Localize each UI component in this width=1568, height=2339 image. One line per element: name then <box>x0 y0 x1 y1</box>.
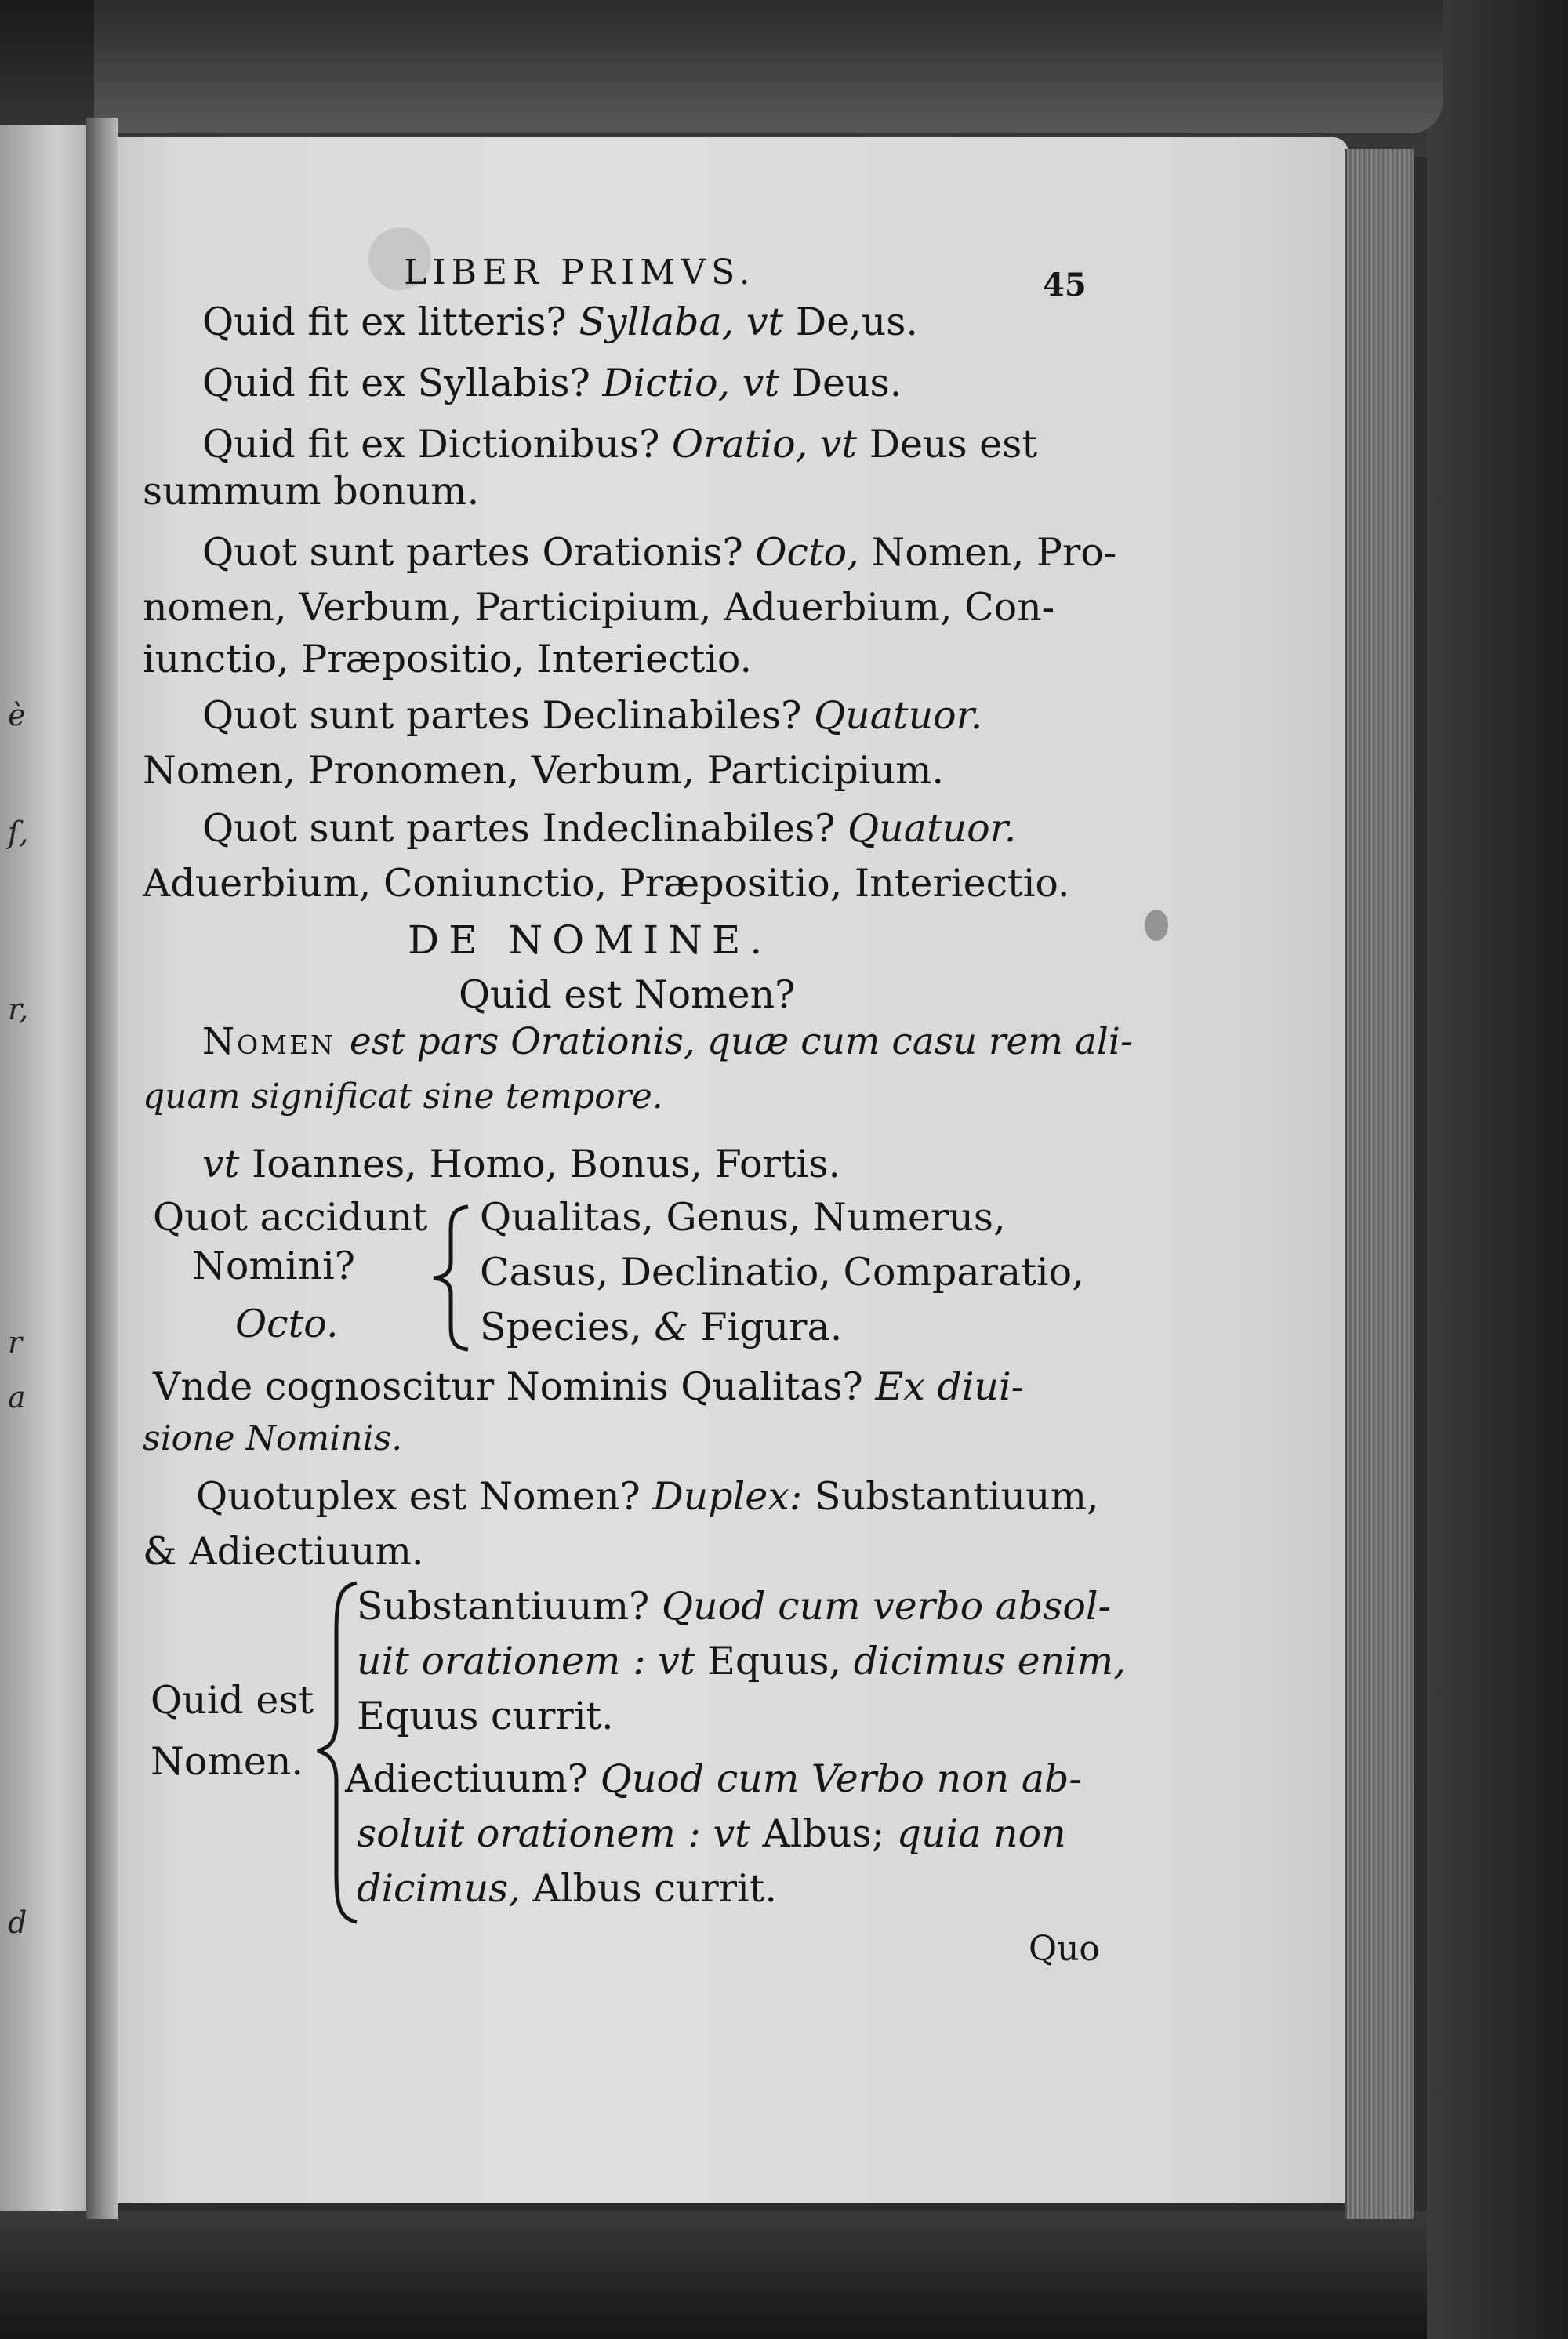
ink-spot <box>1145 910 1168 941</box>
accidents-question: Quot accidunt <box>153 1195 428 1240</box>
qualitas-line: Vnde cognoscitur Nominis Qualitas? Ex diui- <box>153 1364 1025 1409</box>
definition-line: Nomen est pars Orationis, quæ cum casu rem ali- <box>202 1020 1133 1063</box>
quid-est-label: Nomen. <box>151 1739 303 1784</box>
facing-page-glyph: r, <box>8 992 29 1026</box>
definition-line: quam significat sine tempore. <box>143 1077 663 1117</box>
substantiuum-line: uit orationem : vt Equus, dicimus enim, <box>357 1639 1126 1683</box>
page-block-edge <box>1345 149 1414 2219</box>
facing-page-glyph: d <box>8 1905 27 1940</box>
text-line: iunctio, Præpositio, Interiectio. <box>143 637 753 681</box>
section-question: Quid est Nomen? <box>459 972 796 1017</box>
background-bottom <box>0 2211 1568 2339</box>
accidents-count: Octo. <box>235 1302 339 1346</box>
facing-page-glyph: ſ, <box>8 815 29 850</box>
catchword: Quo <box>1029 1929 1100 1969</box>
qualitas-line: sione Nominis. <box>143 1418 403 1458</box>
substantiuum-line: Equus currit. <box>357 1694 614 1738</box>
accidents-list: Species, & Figura. <box>480 1305 843 1349</box>
background-right <box>1427 0 1568 2339</box>
text-line: Aduerbium, Coniunctio, Præpositio, Interiectio. <box>143 861 1070 906</box>
adiectiuum-line: soluit orationem : vt Albus; quia non <box>357 1811 1066 1856</box>
text-line: Nomen, Pronomen, Verbum, Participium. <box>143 748 945 793</box>
text-line: Quid fit ex Dictionibus? Oratio, vt Deus est <box>202 422 1038 467</box>
substantiuum-line: Substantiuum? Quod cum verbo absol- <box>357 1584 1112 1629</box>
accidents-question: Nomini? <box>192 1244 356 1288</box>
text-line: Quot sunt partes Declinabiles? Quatuor. <box>202 693 983 738</box>
running-head: LIBER PRIMVS. <box>404 252 756 292</box>
book-cover-edge <box>94 0 1443 133</box>
section-heading: DE NOMINE. <box>408 917 772 963</box>
page-number: 45 <box>1043 267 1087 303</box>
text-line: Quid fit ex Syllabis? Dictio, vt Deus. <box>202 361 902 405</box>
adiectiuum-line: dicimus, Albus currit. <box>357 1866 777 1911</box>
text-line: summum bonum. <box>143 469 480 514</box>
example-line: vt Ioannes, Homo, Bonus, Fortis. <box>202 1142 841 1186</box>
accidents-list: Casus, Declinatio, Comparatio, <box>480 1250 1084 1295</box>
facing-page-glyph: è <box>8 698 26 732</box>
text-line: Quot sunt partes Indeclinabiles? Quatuor. <box>202 806 1017 851</box>
quotuplex-line: Quotuplex est Nomen? Duplex: Substantiuum, <box>196 1474 1099 1519</box>
accidents-list: Qualitas, Genus, Numerus, <box>480 1195 1006 1240</box>
curly-brace-icon <box>427 1204 474 1353</box>
quid-est-label: Quid est <box>151 1678 314 1723</box>
page-gutter <box>86 118 118 2219</box>
adiectiuum-line: Adiectiuum? Quod cum Verbo non ab- <box>345 1756 1082 1801</box>
text-line: Quid fit ex litteris? Syllaba, vt De,us. <box>202 300 918 344</box>
facing-page-glyph: r <box>8 1325 23 1360</box>
facing-page-glyph: a <box>8 1380 26 1415</box>
quotuplex-line: & Adiectiuum. <box>143 1529 424 1574</box>
text-line: Quot sunt partes Orationis? Octo, Nomen, Pro- <box>202 530 1117 575</box>
text-line: nomen, Verbum, Participium, Aduerbium, Con- <box>143 585 1055 630</box>
